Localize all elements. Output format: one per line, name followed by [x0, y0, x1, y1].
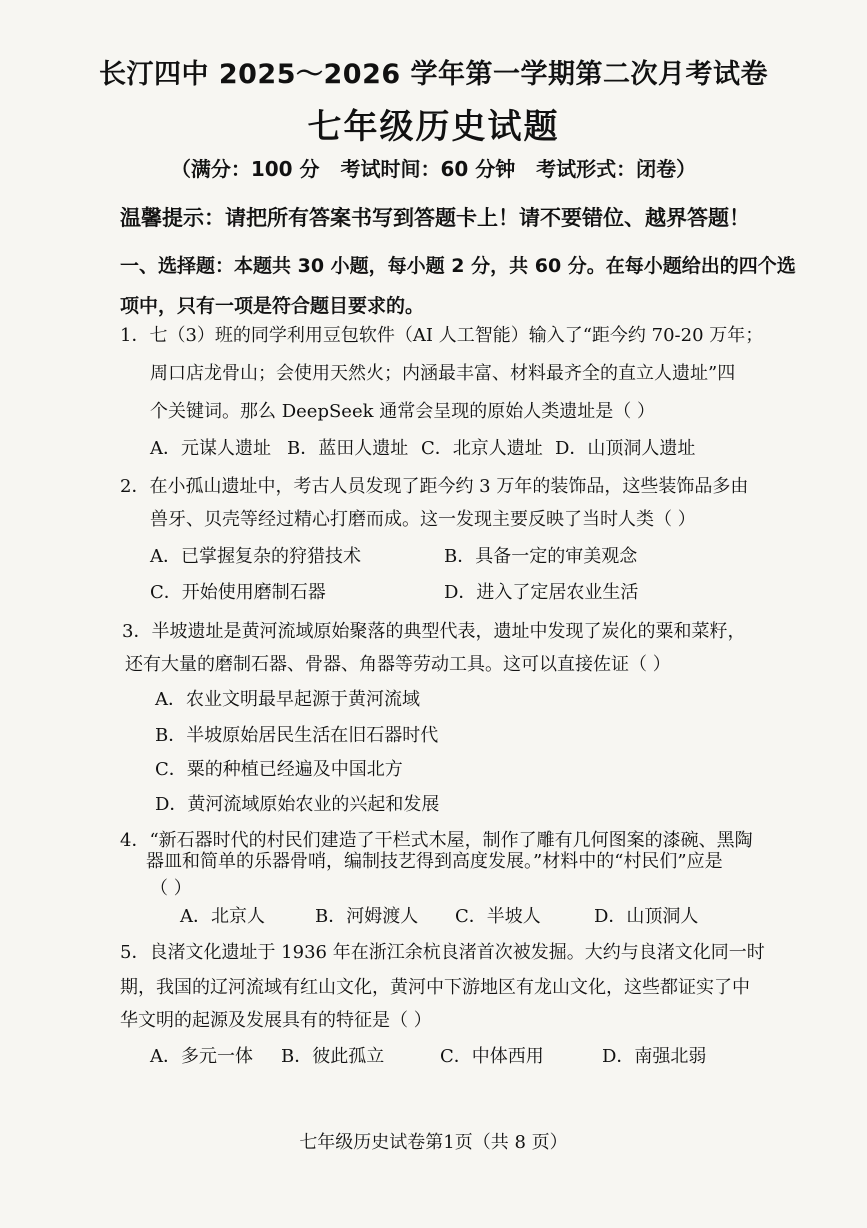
- question-3-option-d: D．黄河流域原始农业的兴起和发展: [155, 794, 440, 815]
- exam-info: （满分：100 分 考试时间：60 分钟 考试形式：闭卷）: [170, 157, 697, 181]
- question-2-option-a: A．已掌握复杂的狩猎技术: [150, 546, 361, 567]
- section-line: 项中，只有一项是符合题目要求的。: [120, 295, 425, 317]
- question-1-option-c: C．北京人遗址: [421, 438, 543, 459]
- warm-tip: 温馨提示：请把所有答案书写到答题卡上！请不要错位、越界答题！: [120, 206, 750, 230]
- question-2-option-b: B．具备一定的审美观念: [444, 546, 638, 567]
- question-5-option-c: C．中体西用: [440, 1046, 544, 1067]
- question-5-line-3: 华文明的起源及发展具有的特征是（ ）: [120, 1010, 432, 1031]
- question-1-option-b: B．蓝田人遗址: [287, 438, 409, 459]
- question-2-line-2: 兽牙、贝壳等经过精心打磨而成。这一发现主要反映了当时人类（ ）: [150, 509, 696, 530]
- question-4-option-d: D．山顶洞人: [594, 906, 699, 927]
- question-2-line-1: 2．在小孤山遗址中，考古人员发现了距今约 3 万年的装饰品，这些装饰品多由: [120, 476, 749, 497]
- section-line: 一、选择题：本题共 30 小题，每小题 2 分，共 60 分。在每小题给出的四个选: [120, 255, 796, 277]
- question-1-line-3: 个关键词。那么 DeepSeek 通常会呈现的原始人类遗址是（ ）: [150, 401, 655, 422]
- question-4-line-2: 器皿和简单的乐器骨哨，编制技艺得到高度发展。”材料中的“村民们”应是: [146, 851, 723, 872]
- question-2-option-c: C．开始使用磨制石器: [150, 582, 326, 603]
- question-4-option-c: C．半坡人: [455, 906, 541, 927]
- question-4-line-3: （ ）: [150, 878, 192, 899]
- question-3-option-b: B．半坡原始居民生活在旧石器时代: [155, 725, 439, 746]
- question-5-option-a: A．多元一体: [150, 1046, 253, 1067]
- question-4-option-b: B．河姆渡人: [315, 906, 419, 927]
- page-footer: 七年级历史试卷第1页（共 8 页）: [299, 1132, 568, 1153]
- question-1-option-d: D．山顶洞人遗址: [555, 438, 696, 459]
- question-5-option-b: B．彼此孤立: [281, 1046, 385, 1067]
- question-5-line-1: 5．良渚文化遗址于 1936 年在浙江余杭良渚首次被发掘。大约与良渚文化同一时: [120, 942, 765, 963]
- question-3-option-c: C．粟的种植已经遍及中国北方: [155, 759, 403, 780]
- question-4-option-a: A．北京人: [180, 906, 265, 927]
- question-3-option-a: A．农业文明最早起源于黄河流域: [155, 689, 420, 710]
- question-1-line-1: 1．七（3）班的同学利用豆包软件（AI 人工智能）输入了“距今约 70-20 万年；: [120, 325, 764, 346]
- subject-title: 七年级历史试题: [307, 107, 560, 147]
- question-1-option-a: A．元谋人遗址: [150, 438, 271, 459]
- section-heading: [120, 246, 800, 326]
- question-3-line-2: 还有大量的磨制石器、骨器、角器等劳动工具。这可以直接佐证（ ）: [125, 654, 671, 675]
- question-3-line-1: 3．半坡遗址是黄河流域原始聚落的典型代表，遗址中发现了炭化的粟和菜籽，: [122, 621, 746, 642]
- question-2-option-d: D．进入了定居农业生活: [444, 582, 639, 603]
- question-5-option-d: D．南强北弱: [602, 1046, 707, 1067]
- exam-title: 长汀四中 2025～2026 学年第一学期第二次月考试卷: [98, 59, 769, 90]
- question-4-line-1: 4．“新石器时代的村民们建造了干栏式木屋，制作了雕有几何图案的漆碗、黑陶: [120, 830, 753, 851]
- question-5-line-2: 期，我国的辽河流域有红山文化，黄河中下游地区有龙山文化，这些都证实了中: [120, 977, 750, 998]
- question-1-line-2: 周口店龙骨山；会使用天然火；内涵最丰富、材料最齐全的直立人遗址”四: [150, 363, 736, 384]
